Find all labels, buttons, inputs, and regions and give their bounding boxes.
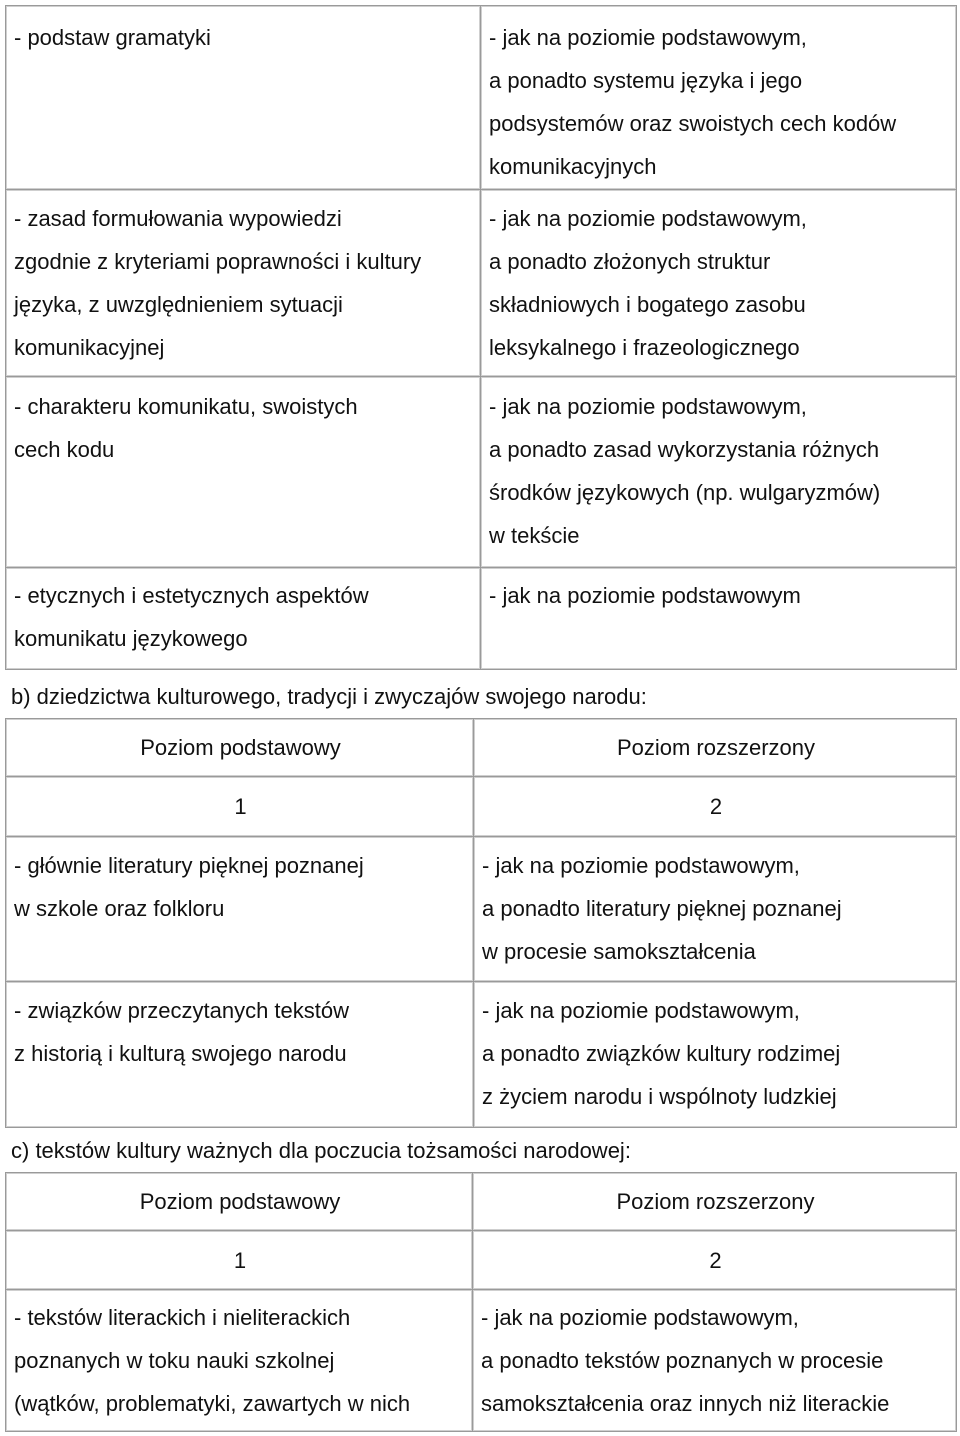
cell-extended-level bbox=[473, 1290, 957, 1432]
cell-extended-level bbox=[481, 190, 957, 377]
section-c-heading: c) tekstów kultury ważnych dla poczucia tożsamości narodowej: bbox=[11, 1138, 631, 1163]
cell-line: - jak na poziomie podstawowym, bbox=[489, 25, 807, 50]
table-row bbox=[6, 568, 957, 670]
cell-line: w tekście bbox=[489, 523, 580, 548]
cell-line: zgodnie z kryteriami poprawności i kultury bbox=[14, 249, 422, 274]
cell-extended-level bbox=[481, 377, 957, 568]
cell-line: (wątków, problematyki, zawartych w nich bbox=[14, 1391, 411, 1416]
cell-line: języka, z uwzględnieniem sytuacji bbox=[14, 292, 343, 317]
cell-extended-level bbox=[474, 982, 957, 1128]
header-basic-level: Poziom podstawowy bbox=[6, 719, 474, 777]
cell-extended-level bbox=[481, 6, 957, 190]
table-header-row bbox=[6, 719, 957, 777]
cell-line: - jak na poziomie podstawowym, bbox=[482, 998, 800, 1023]
cell-basic-level bbox=[6, 568, 481, 670]
header-extended-level: Poziom rozszerzony bbox=[473, 1173, 957, 1231]
cell-line: a ponadto związków kultury rodzimej bbox=[482, 1041, 841, 1066]
column-number: 1 bbox=[6, 1231, 473, 1290]
cell-basic-level bbox=[6, 837, 474, 982]
cell-basic-level bbox=[6, 377, 481, 568]
table-row bbox=[6, 6, 957, 190]
cell-extended-level bbox=[481, 568, 957, 670]
cell-line: a ponadto tekstów poznanych w procesie bbox=[481, 1348, 884, 1373]
column-number-row bbox=[6, 1231, 957, 1290]
cell-basic-level bbox=[6, 982, 474, 1128]
cell-line: z historią i kulturą swojego narodu bbox=[14, 1041, 347, 1066]
cell-line: - jak na poziomie podstawowym, bbox=[482, 853, 800, 878]
cell-basic-level bbox=[6, 6, 481, 190]
cell-line: komunikacyjnych bbox=[489, 154, 657, 179]
table-national-identity-texts bbox=[5, 1172, 957, 1432]
table-language-continued bbox=[5, 5, 957, 670]
cell-line: - jak na poziomie podstawowym, bbox=[489, 206, 807, 231]
cell-line: środków językowych (np. wulgaryzmów) bbox=[489, 480, 881, 505]
cell-line: - jak na poziomie podstawowym, bbox=[481, 1305, 799, 1330]
cell-line: w procesie samokształcenia bbox=[482, 939, 756, 964]
table-row bbox=[6, 377, 957, 568]
cell-basic-level bbox=[6, 190, 481, 377]
cell-line: a ponadto systemu języka i jego bbox=[489, 68, 803, 93]
cell-line: leksykalnego i frazeologicznego bbox=[489, 335, 800, 360]
section-b-heading: b) dziedzictwa kulturowego, tradycji i zwyczajów swojego narodu: bbox=[11, 684, 647, 709]
column-number: 1 bbox=[6, 777, 474, 837]
cell-line: - jak na poziomie podstawowym, bbox=[489, 394, 807, 419]
cell-line: komunikatu językowego bbox=[14, 626, 248, 651]
cell-line: samokształcenia oraz innych niż literackie bbox=[481, 1391, 890, 1416]
cell-extended-level bbox=[474, 837, 957, 982]
table-row bbox=[6, 190, 957, 377]
table-row bbox=[6, 837, 957, 982]
table-cultural-heritage bbox=[5, 718, 957, 1128]
cell-line: komunikacyjnej bbox=[14, 335, 165, 360]
table-row bbox=[6, 982, 957, 1128]
cell-line: - zasad formułowania wypowiedzi bbox=[14, 206, 342, 231]
cell-line: - charakteru komunikatu, swoistych bbox=[14, 394, 358, 419]
table-row bbox=[6, 1290, 957, 1432]
cell-line: cech kodu bbox=[14, 437, 115, 462]
column-number: 2 bbox=[473, 1231, 957, 1290]
cell-line: - związków przeczytanych tekstów bbox=[14, 998, 349, 1023]
cell-line: a ponadto zasad wykorzystania różnych bbox=[489, 437, 880, 462]
cell-line: - tekstów literackich i nieliterackich bbox=[14, 1305, 351, 1330]
column-number: 2 bbox=[474, 777, 957, 837]
header-extended-level: Poziom rozszerzony bbox=[474, 719, 957, 777]
cell-line: poznanych w toku nauki szkolnej bbox=[14, 1348, 335, 1373]
cell-line: podsystemów oraz swoistych cech kodów bbox=[489, 111, 897, 136]
cell-line: w szkole oraz folkloru bbox=[14, 896, 225, 921]
cell-line: - podstaw gramatyki bbox=[14, 25, 211, 50]
cell-basic-level bbox=[6, 1290, 473, 1432]
column-number-row bbox=[6, 777, 957, 837]
header-basic-level: Poziom podstawowy bbox=[6, 1173, 473, 1231]
cell-line: - głównie literatury pięknej poznanej bbox=[14, 853, 364, 878]
cell-line: - etycznych i estetycznych aspektów bbox=[14, 583, 369, 608]
table-header-row bbox=[6, 1173, 957, 1231]
cell-line: a ponadto literatury pięknej poznanej bbox=[482, 896, 842, 921]
cell-line: a ponadto złożonych struktur bbox=[489, 249, 771, 274]
cell-line: z życiem narodu i wspólnoty ludzkiej bbox=[482, 1084, 837, 1109]
cell-line: składniowych i bogatego zasobu bbox=[489, 292, 806, 317]
cell-line: - jak na poziomie podstawowym bbox=[489, 583, 801, 608]
